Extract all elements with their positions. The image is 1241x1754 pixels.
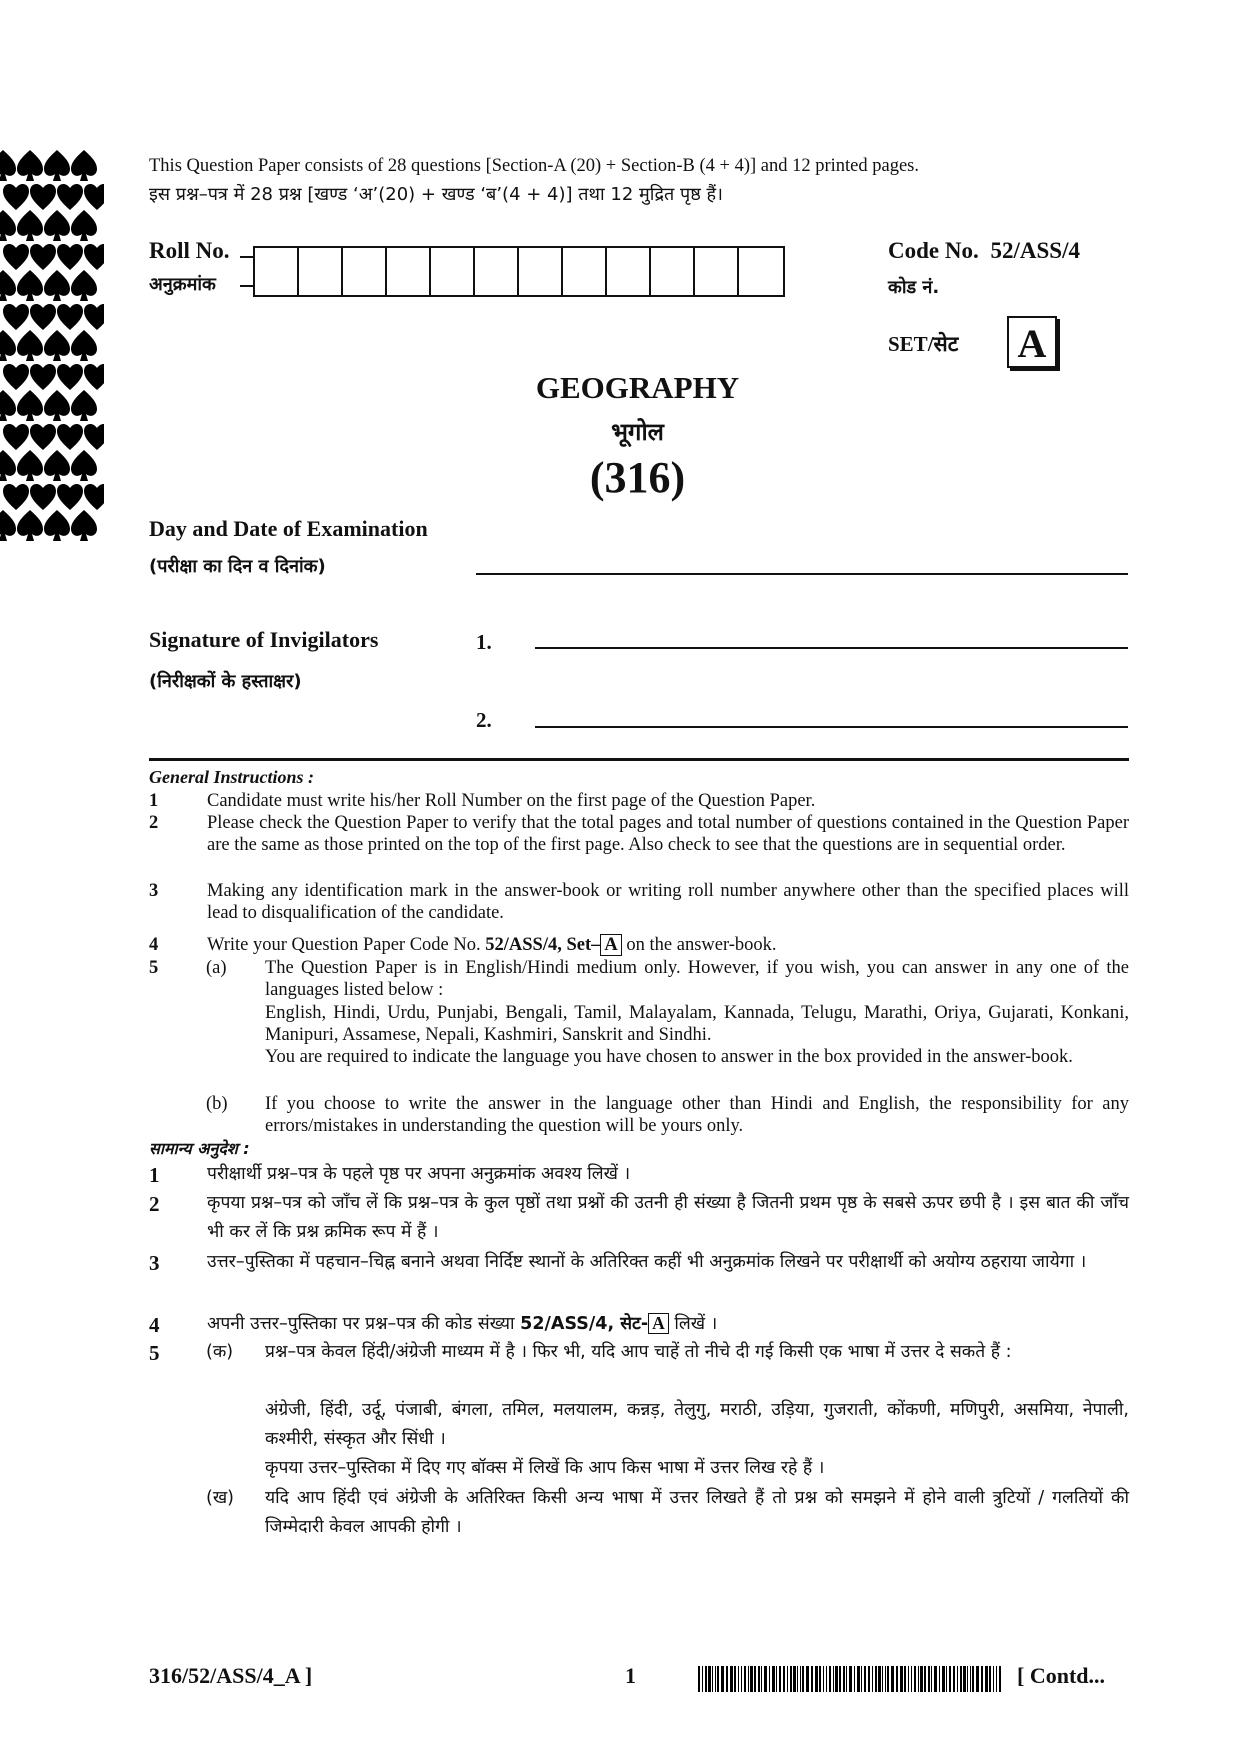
instructions-heading: General Instructions :	[149, 767, 315, 787]
exam-date-line[interactable]	[476, 573, 1128, 575]
set-box: A	[1007, 316, 1057, 368]
roll-digit-box[interactable]	[475, 248, 519, 295]
instr-en-1: Candidate must write his/her Roll Number on the first page of the Question Paper.	[207, 791, 816, 811]
subject-title-hi: भूगोल	[611, 418, 664, 446]
code-number	[888, 238, 1080, 264]
instr-en-5b-label: (b)	[206, 1094, 228, 1114]
roll-digit-box[interactable]	[607, 248, 651, 295]
roll-number-boxes[interactable]	[253, 246, 785, 297]
roll-label-hi: अनुक्रमांक	[149, 274, 216, 295]
exam-date-label: Day and Date of Examination	[149, 516, 428, 541]
contd-label: [ Contd...	[1017, 1663, 1106, 1688]
instr-number: 1	[149, 791, 159, 811]
subject-title: GEOGRAPHY	[535, 370, 740, 405]
instr-en-4	[207, 934, 1129, 956]
set-label-text: SET/सेट	[888, 332, 959, 356]
instr-hi-5a-label: (क)	[206, 1342, 234, 1362]
instr-number: 4	[149, 1313, 160, 1337]
page-count-en: This Question Paper consists of 28 questions [Section-A (20) + Section-B (4 + 4)] and 12 printed pages.	[149, 156, 919, 176]
roll-digit-box[interactable]	[739, 248, 783, 295]
instr-en-2: Please check the Question Paper to verify that the total pages and total number of questions contained in the Question Paper are the same as those printed on the top of the first page. Also check to see that the questions are in sequential order.	[207, 813, 1129, 856]
instr-en-5a-2: English, Hindi, Urdu, Punjabi, Bengali, Tamil, Malayalam, Kannada, Telugu, Marathi, Oriya, Gujarati, Konkani, Manipuri, Assamese, Nepali, Kashmiri, Sanskrit and Sindhi.	[265, 1003, 1129, 1046]
instr-en-5a-1: The Question Paper is in English/Hindi medium only. However, if you wish, you can answer in any one of the languages listed below :	[265, 958, 1129, 1001]
instr-number: 4	[149, 935, 159, 955]
instr-en-4-pre: Write your Question Paper Code No.	[207, 935, 481, 955]
instr-en-5a-3: You are required to indicate the language you have chosen to answer in the box provided in the answer-book.	[265, 1047, 1073, 1067]
page-count-hi: इस प्रश्न–पत्र में 28 प्रश्न [खण्ड ‘अ’(20) + खण्ड ‘ब’(4 + 4)] तथा 12 मुद्रित पृष्ठ हैं।	[149, 184, 723, 205]
roll-digit-box[interactable]	[563, 248, 607, 295]
instr-en-5b: If you choose to write the answer in the language other than Hindi and English, the responsibility for any errors/mistakes in understanding the question will be yours only.	[265, 1094, 1129, 1137]
instr-en-3: Making any identification mark in the answer-book or writing roll number anywhere other than the specified places will lead to disqualification of the candidate.	[207, 881, 1129, 924]
barcode	[698, 1666, 1003, 1692]
exam-date-label-hi: (परीक्षा का दिन व दिनांक)	[149, 556, 326, 577]
code-label: Code No.	[888, 238, 979, 263]
code-label-hi: कोड नं.	[888, 277, 940, 298]
roll-digit-box[interactable]	[299, 248, 343, 295]
instructions-heading-hi: सामान्य अनुदेश :	[149, 1139, 250, 1158]
instr-number: 1	[149, 1163, 160, 1187]
set-box-inline: A	[600, 934, 621, 956]
instr-number: 2	[149, 813, 159, 833]
section-divider	[149, 758, 1129, 761]
code-value: 52/ASS/4	[990, 238, 1080, 263]
instr-hi-5b-label: (ख)	[206, 1488, 234, 1508]
roll-digit-box[interactable]	[343, 248, 387, 295]
instr-en-5a-label: (a)	[206, 958, 227, 978]
instr-number: 3	[149, 881, 159, 901]
instr-hi-2: कृपया प्रश्न–पत्र को जाँच लें कि प्रश्न–पत्र के कुल पृष्ठों तथा प्रश्नों की उतनी ही संख्या है जितनी प्रथम पृष्ठ के सबसे ऊपर छपी है । इस बात की जाँच भी कर लें कि प्रश्न क्रमिक रूप में हैं ।	[207, 1193, 1129, 1242]
instr-hi-4-code: 52/ASS/4, सेट-	[520, 1314, 649, 1334]
instr-hi-4-pre: अपनी उत्तर–पुस्तिका पर प्रश्न–पत्र की कोड संख्या	[207, 1314, 515, 1334]
instr-hi-5a-1: प्रश्न–पत्र केवल हिंदी/अंग्रेजी माध्यम में है । फिर भी, यदि आप चाहें तो नीचे दी गई किसी एक भाषा में उत्तर दे सकते हैं :	[265, 1342, 1012, 1362]
roll-tick	[240, 256, 254, 258]
set-label	[888, 330, 958, 358]
instr-hi-4	[207, 1310, 1129, 1339]
invigilator-label: Signature of Invigilators	[149, 627, 379, 652]
instr-hi-1: परीक्षार्थी प्रश्न–पत्र के पहले पृष्ठ पर अपना अनुक्रमांक अवश्य लिखें ।	[207, 1164, 631, 1184]
page-number: 1	[625, 1663, 636, 1688]
instr-en-4-code: 52/ASS/4, Set–	[485, 935, 601, 955]
roll-label: Roll No.	[149, 238, 230, 263]
invigilator-2-label: 2.	[476, 708, 492, 732]
roll-digit-box[interactable]	[695, 248, 739, 295]
invigilator-1-label: 1.	[476, 630, 492, 654]
instr-hi-4-post: लिखें ।	[674, 1314, 718, 1334]
roll-digit-box[interactable]	[431, 248, 475, 295]
instr-hi-3: उत्तर–पुस्तिका में पहचान–चिह्न बनाने अथवा निर्दिष्ट स्थानों के अतिरिक्त कहीं भी अनुक्रमांक लिखने पर परीक्षार्थी को अयोग्य ठहराया जायेगा ।	[207, 1252, 1087, 1272]
roll-digit-box[interactable]	[519, 248, 563, 295]
footer-paper-code: 316/52/ASS/4_A ]	[149, 1663, 313, 1688]
invigilator-2-line[interactable]	[535, 726, 1128, 728]
roll-digit-box[interactable]	[255, 248, 299, 295]
invigilator-1-line[interactable]	[535, 647, 1128, 649]
roll-digit-box[interactable]	[651, 248, 695, 295]
instr-hi-5a-2: अंग्रेजी, हिंदी, उर्दू, पंजाबी, बंगला, तमिल, मलयालम, कन्नड़, तेलुगु, मराठी, उड़िया, गुजराती, कोंकणी, मणिपुरी, असमिया, नेपाली, कश्मीरी, संस्कृत और सिंधी ।	[265, 1400, 1129, 1449]
instr-hi-5a-3: कृपया उत्तर–पुस्तिका में दिए गए बॉक्स में लिखें कि आप किस भाषा में उत्तर लिख रहे हैं ।	[265, 1458, 825, 1478]
invigilator-label-hi: (निरीक्षकों के हस्ताक्षर)	[149, 671, 302, 692]
instr-number: 2	[149, 1192, 160, 1216]
set-box-inline-hi: A	[648, 1313, 669, 1334]
instr-hi-5b: यदि आप हिंदी एवं अंग्रेजी के अतिरिक्त किसी अन्य भाषा में उत्तर लिखते हैं तो प्रश्न को समझने में होने वाली त्रुटियों / गलतियों की जिम्मेदारी केवल आपकी होगी ।	[265, 1488, 1129, 1537]
roll-tick	[240, 285, 254, 287]
instr-number: 3	[149, 1251, 160, 1275]
instr-number: 5	[149, 958, 159, 978]
subject-code: (316)	[589, 453, 686, 502]
roll-digit-box[interactable]	[387, 248, 431, 295]
instr-en-4-post: on the answer-book.	[626, 935, 777, 955]
instr-number: 5	[149, 1341, 160, 1365]
